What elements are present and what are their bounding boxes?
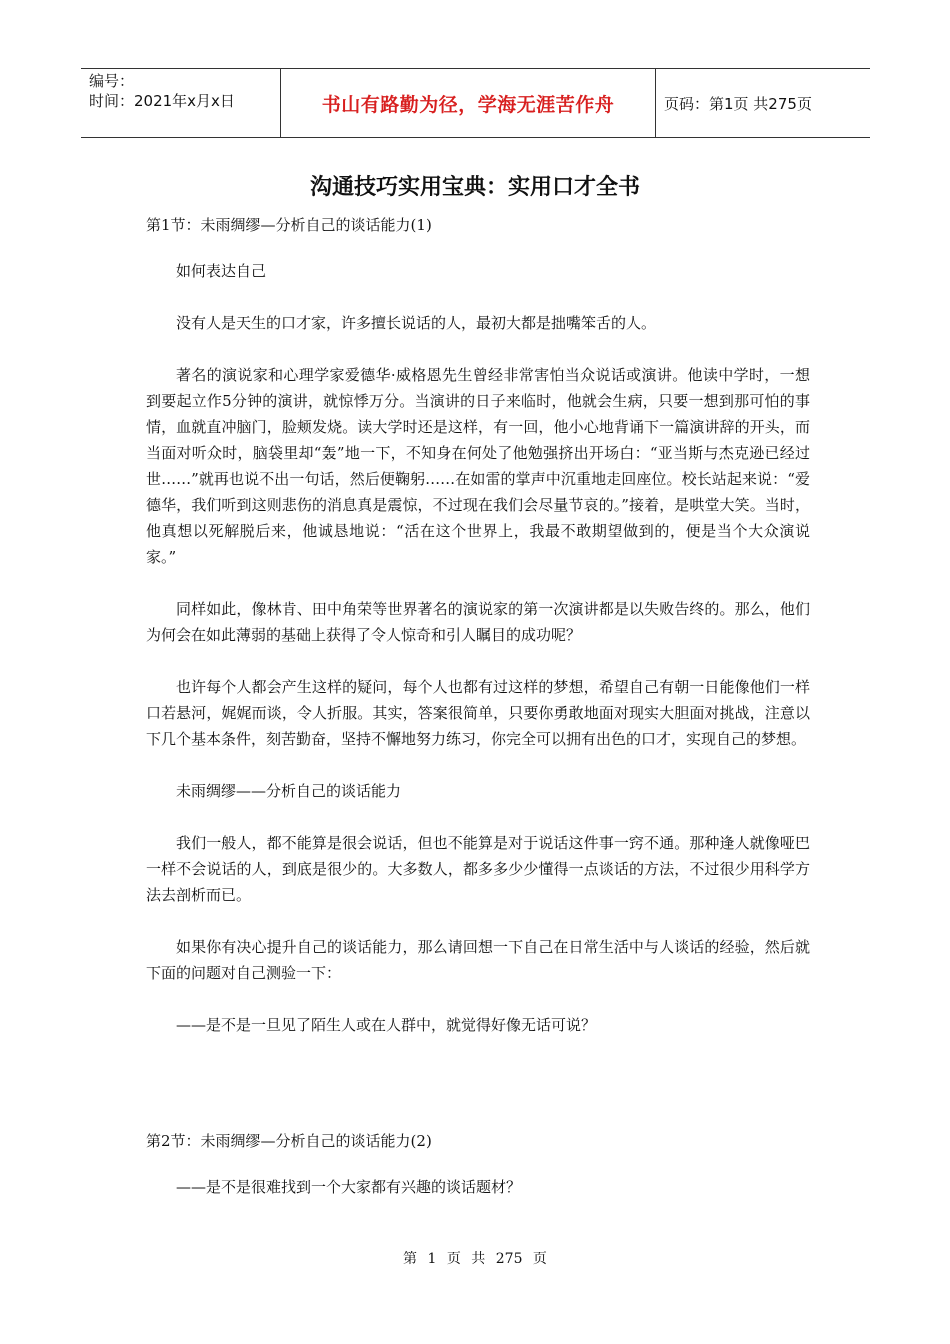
document-title: 沟通技巧实用宝典：实用口才全书 <box>309 175 640 200</box>
header-meta <box>81 69 281 137</box>
header-page-info <box>656 69 870 137</box>
paragraph: 也许每个人都会产生这样的疑问，每个人也都有过这样的梦想，希望自己有朝一日能像他们一样口若悬河，娓娓而谈，令人折服。其实，答案很简单，只要你勇敢地面对现实大胆面对挑战，注意以下几个基本条件，刻苦勤奋，坚持不懈地努力练习，你完全可以拥有出色的口才，实现自己的梦想。 <box>146 678 810 748</box>
document-header <box>81 68 870 138</box>
document-body <box>146 212 810 1200</box>
motto-text: 书山有路勤为径，学海无涯苦作舟 <box>321 93 615 116</box>
paragraph: ——是不是很难找到一个大家都有兴趣的谈话题材？ <box>176 1178 522 1196</box>
serial-label: 编号： <box>89 72 135 90</box>
page-info-text: 页码：第1页 共275页 <box>664 94 812 113</box>
date-label: 时间：2021年x月x日 <box>89 92 235 110</box>
header-motto-cell <box>281 69 656 137</box>
section-heading: 第1节：未雨绸缪—分析自己的谈话能力(1) <box>146 216 432 234</box>
section-heading: 第2节：未雨绸缪—分析自己的谈话能力(2) <box>146 1132 432 1150</box>
paragraph: 著名的演说家和心理学家爱德华·威格恩先生曾经非常害怕当众说话或演讲。他读中学时，一想到要起立作5分钟的演讲，就惊悸万分。当演讲的日子来临时，他就会生病，只要一想到那可怕的事情，血就直冲脑门，脸颊发烧。读大学时还是这样，有一回，他小心地背诵下一篇演讲辞的开头，而当面对听众时，脑袋里却“轰”地一下，不知身在何处了他勉强挤出开场白：“亚当斯与杰克逊已经过世……”就再也说不出一句话，然后便鞠躬……在如雷的掌声中沉重地走回座位。校长站起来说：“爱德华，我们听到这则悲伤的消息真是震惊，不过现在我们会尽量节哀的。”接着，是哄堂大笑。当时，他真想以死解脱后来，他诚恳地说：“活在这个世界上，我最不敢期望做到的，便是当个大众演说家。” <box>146 366 810 566</box>
paragraph: ——是不是一旦见了陌生人或在人群中，就觉得好像无话可说？ <box>176 1016 597 1034</box>
paragraph: 同样如此，像林肯、田中角荣等世界著名的演说家的第一次演讲都是以失败告终的。那么，他们为何会在如此薄弱的基础上获得了令人惊奇和引人瞩目的成功呢？ <box>146 600 810 644</box>
page-footer: 第 1 页 共 275 页 <box>403 1251 547 1267</box>
paragraph: 如果你有决心提升自己的谈话能力，那么请回想一下自己在日常生活中与人谈话的经验，然后就下面的问题对自己测验一下： <box>146 938 810 982</box>
paragraph: 没有人是天生的口才家，许多擅长说话的人，最初大都是拙嘴笨舌的人。 <box>176 314 657 332</box>
paragraph: 未雨绸缪——分析自己的谈话能力 <box>176 782 402 800</box>
paragraph: 我们一般人，都不能算是很会说话，但也不能算是对于说话这件事一窍不通。那种逢人就像哑巴一样不会说话的人，到底是很少的。大多数人，都多多少少懂得一点谈话的方法，不过很少用科学方法去剖析而已。 <box>146 834 810 904</box>
paragraph: 如何表达自己 <box>176 262 267 280</box>
